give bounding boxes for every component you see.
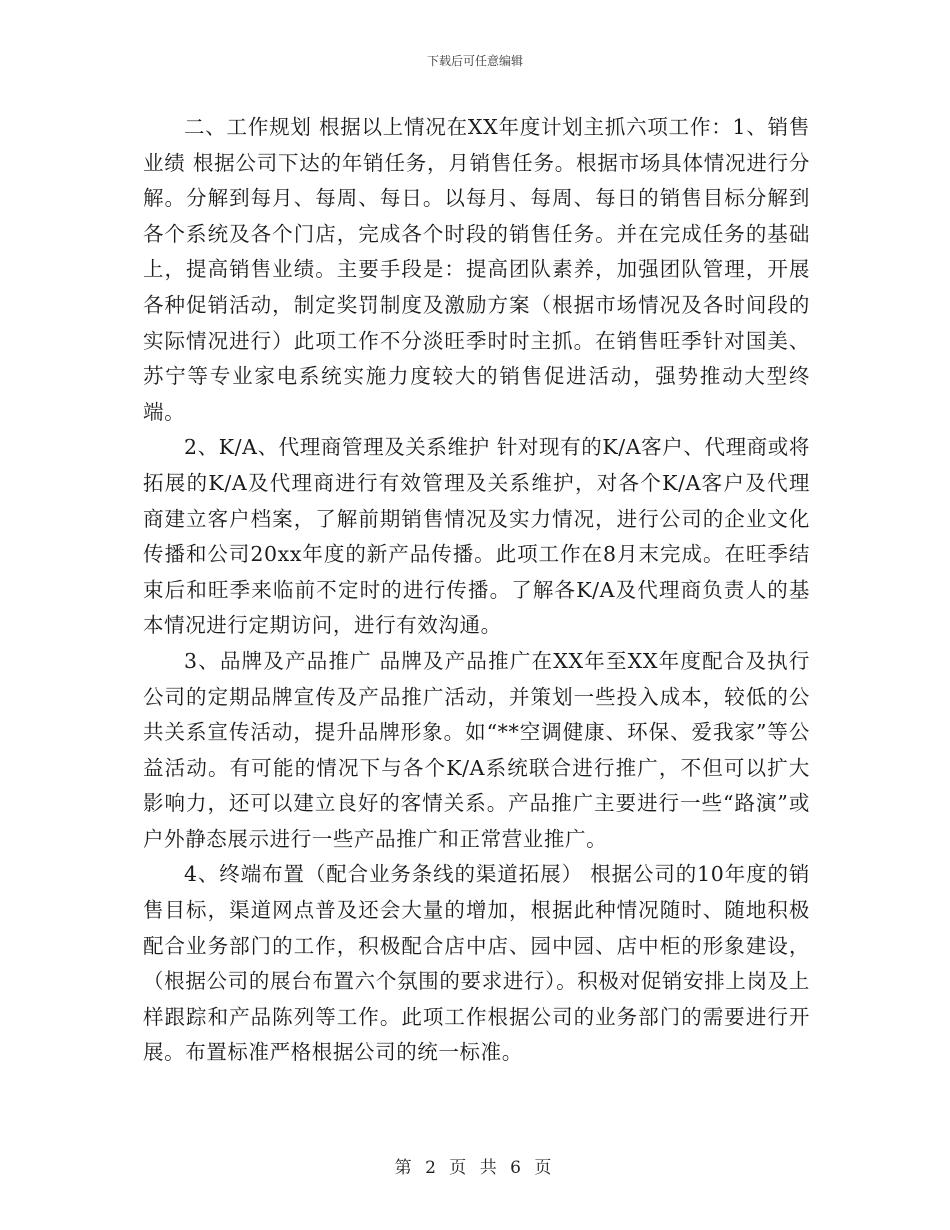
paragraph-brand-promotion: 3、品牌及产品推广 品牌及产品推广在XX年至XX年度配合及执行公司的定期品牌宣传及产品推广活动，并策划一些投入成本，较低的公共关系宣传活动，提升品牌形象。如“**空调健康、环保、爱我家”等公益活动。有可能的情况下与各个K/A系统联合进行推广，不但可以扩大影响力，还可以建立良好的客情关系。产品推广主要进行一些“路演”或户外静态展示进行一些产品推广和正常营业推广。 xyxy=(143,648,810,851)
paragraph-ka-agent-management: 2、K/A、代理商管理及关系维护 针对现有的K/A客户、代理商或将拓展的K/A及代理商进行有效管理及关系维护，对各个K/A客户及代理商建立客户档案，了解前期销售情况及实力情况，进行公司的企业文化传播和公司20xx年度的新产品传播。此项工作在8月末完成。在旺季结束后和旺季来临前不定时的进行传播。了解各K/A及代理商负责人的基本情况进行定期访问，进行有效沟通。 xyxy=(143,435,810,638)
page-number: 第 2 页 共 6 页 xyxy=(394,1158,556,1178)
paragraph-terminal-layout: 4、终端布置（配合业务条线的渠道拓展） 根据公司的10年度的销售目标，渠道网点普及还会大量的增加，根据此种情况随时、随地积极配合业务部门的工作，积极配合店中店、园中园、店中柜的形象建设，（根据公司的展台布置六个氛围的要求进行）。积极对促销安排上岗及上样跟踪和产品陈列等工作。此项工作根据公司的业务部门的需要进行开展。布置标准严格根据公司的统一标准。 xyxy=(143,862,810,1065)
paragraph-work-plan-sales: 二、工作规划 根据以上情况在XX年度计划主抓六项工作：1、销售业绩 根据公司下达的年销任务，月销售任务。根据市场具体情况进行分解。分解到每月、每周、每日。以每月、每周、每日的销售目标分解到各个系统及各个门店，完成各个时段的销售任务。并在完成任务的基础上，提高销售业绩。主要手段是：提高团队素养，加强团队管理，开展各种促销活动，制定奖罚制度及激励方案（根据市场情况及各时间段的实际情况进行）此项工作不分淡旺季时时主抓。在销售旺季针对国美、苏宁等专业家电系统实施力度较大的销售促进活动，强势推动大型终端。 xyxy=(143,115,810,424)
document-body xyxy=(143,110,810,1071)
page-header: 下载后可任意编辑 xyxy=(426,54,523,68)
